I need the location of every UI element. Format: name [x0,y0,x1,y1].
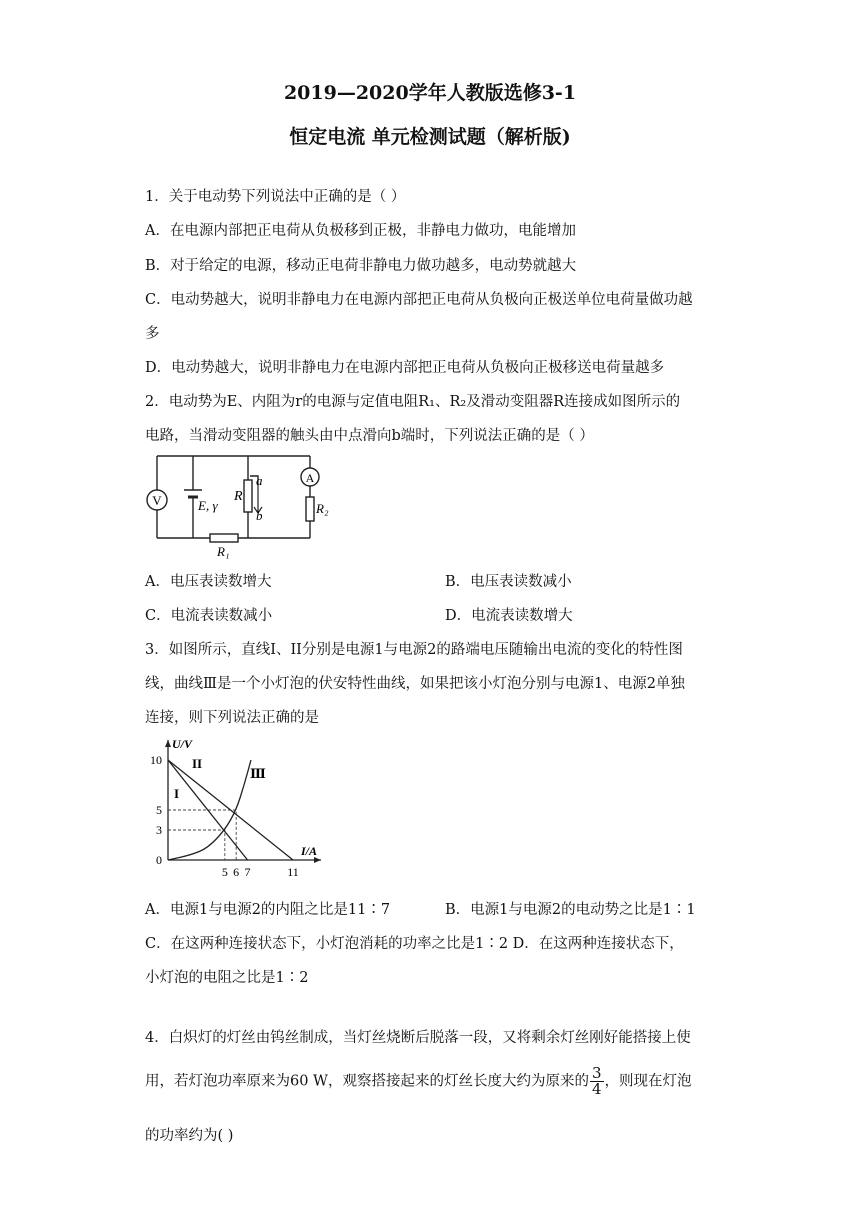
circuit-diagram [140,450,330,560]
x-tick-label-7: 7 [244,865,251,879]
x-tick-label-6: 6 [233,865,240,879]
q4-stem-line2-text: 用，若灯泡功率原来为60 W，观察搭接起来的灯丝长度大约为原来的 [145,1073,589,1090]
q4-stem-line2 [145,1066,692,1097]
source-label: E, γ [198,498,218,513]
y-tick-label-5: 5 [156,803,162,817]
q2-option-b: B．电压表读数减小 [445,574,572,590]
iv-characteristic-chart [140,732,330,882]
q2-option-a: A．电压表读数增大 [145,574,272,590]
q1-option-c: C．电动势越大，说明非静电力在电源内部把正电荷从负极向正极送单位电荷量做功越 [145,292,693,308]
q3-stem-line1: 3．如图所示，直线I、II分别是电源1与电源2的路端电压随输出电流的变化的特性图 [145,642,683,658]
series-label-1: I [174,786,180,801]
x-tick-label-5: 5 [221,865,228,879]
fraction-denominator: 4 [591,1080,602,1098]
q4-stem-line3: 的功率约为( ) [145,1128,234,1144]
q3-option-c-d: C．在这两种连接状态下，小灯泡消耗的功率之比是1∶2 D．在这两种连接状态下， [145,936,684,952]
q3-option-b: B．电源1与电源2的电动势之比是1∶1 [445,902,696,918]
q2-option-c: C．电流表读数减小 [145,608,273,624]
y-tick-label-0: 0 [156,853,162,867]
ammeter-label: A [305,471,315,485]
q4-stem-line1: 4．白炽灯的灯丝由钨丝制成，当灯丝烧断后脱落一段，又将剩余灯丝刚好能搭接上使 [145,1030,691,1046]
series-label-3: Ⅲ [250,766,266,781]
q3-stem-line3: 连接，则下列说法正确的是 [145,710,319,726]
series-line-2 [168,760,293,860]
page-subtitle: 恒定电流 单元检测试题（解析版) [289,126,571,148]
series-label-2: II [192,756,203,771]
y-tick-label-10: 10 [150,753,162,767]
rheostat-symbol [244,480,252,512]
r2-label: R₂ [316,501,329,516]
q1-stem: 1．关于电动势下列说法中正确的是（ ） [145,189,406,205]
q2-stem-line2: 电路，当滑动变阻器的触头由中点滑向b端时，下列说法正确的是（ ） [145,428,594,444]
x-axis-label: I/A [301,844,318,858]
dashed-guide-1 [168,810,236,860]
q3-option-d-cont: 小灯泡的电阻之比是1∶2 [145,970,309,986]
q2-stem-line1: 2．电动势为E、内阻为r的电源与定值电阻R₁、R₂及滑动变阻器R连接成如图所示的 [145,394,681,410]
q4-stem-line2-end: ，则现在灯泡 [604,1073,692,1090]
r1-label: R₁ [217,544,230,559]
page-title: 2019—2020学年人教版选修3-1 [283,82,577,104]
resistor-r1 [210,534,238,542]
fraction-numerator: 3 [591,1064,602,1082]
q1-option-d: D．电动势越大，说明非静电力在电源内部把正电荷从负极向正极移送电荷量越多 [145,360,665,376]
rheostat-label: R [234,489,243,504]
fraction-three-quarters [590,1066,604,1097]
x-tick-label-11: 11 [287,865,299,879]
y-axis-arrow [165,740,171,747]
dashed-guide-0 [168,830,225,860]
resistor-r2 [306,497,314,521]
q1-option-c-cont: 多 [145,326,160,342]
q1-option-a: A．在电源内部把正电荷从负极移到正极，非静电力做功，电能增加 [145,223,576,239]
q3-option-a: A．电源1与电源2的内阻之比是11∶7 [145,902,391,918]
end-a-label: a [256,473,263,488]
q3-stem-line2: 线，曲线Ⅲ是一个小灯泡的伏安特性曲线，如果把该小灯泡分别与电源1、电源2单独 [145,676,685,692]
voltmeter-label: V [152,493,162,508]
q2-option-d: D．电流表读数增大 [445,608,573,624]
y-tick-label-3: 3 [156,823,162,837]
q1-option-b: B．对于给定的电源，移动正电荷非静电力做功越多，电动势就越大 [145,258,577,274]
end-b-label: b [256,508,263,523]
y-axis-label: U/V [172,737,193,751]
